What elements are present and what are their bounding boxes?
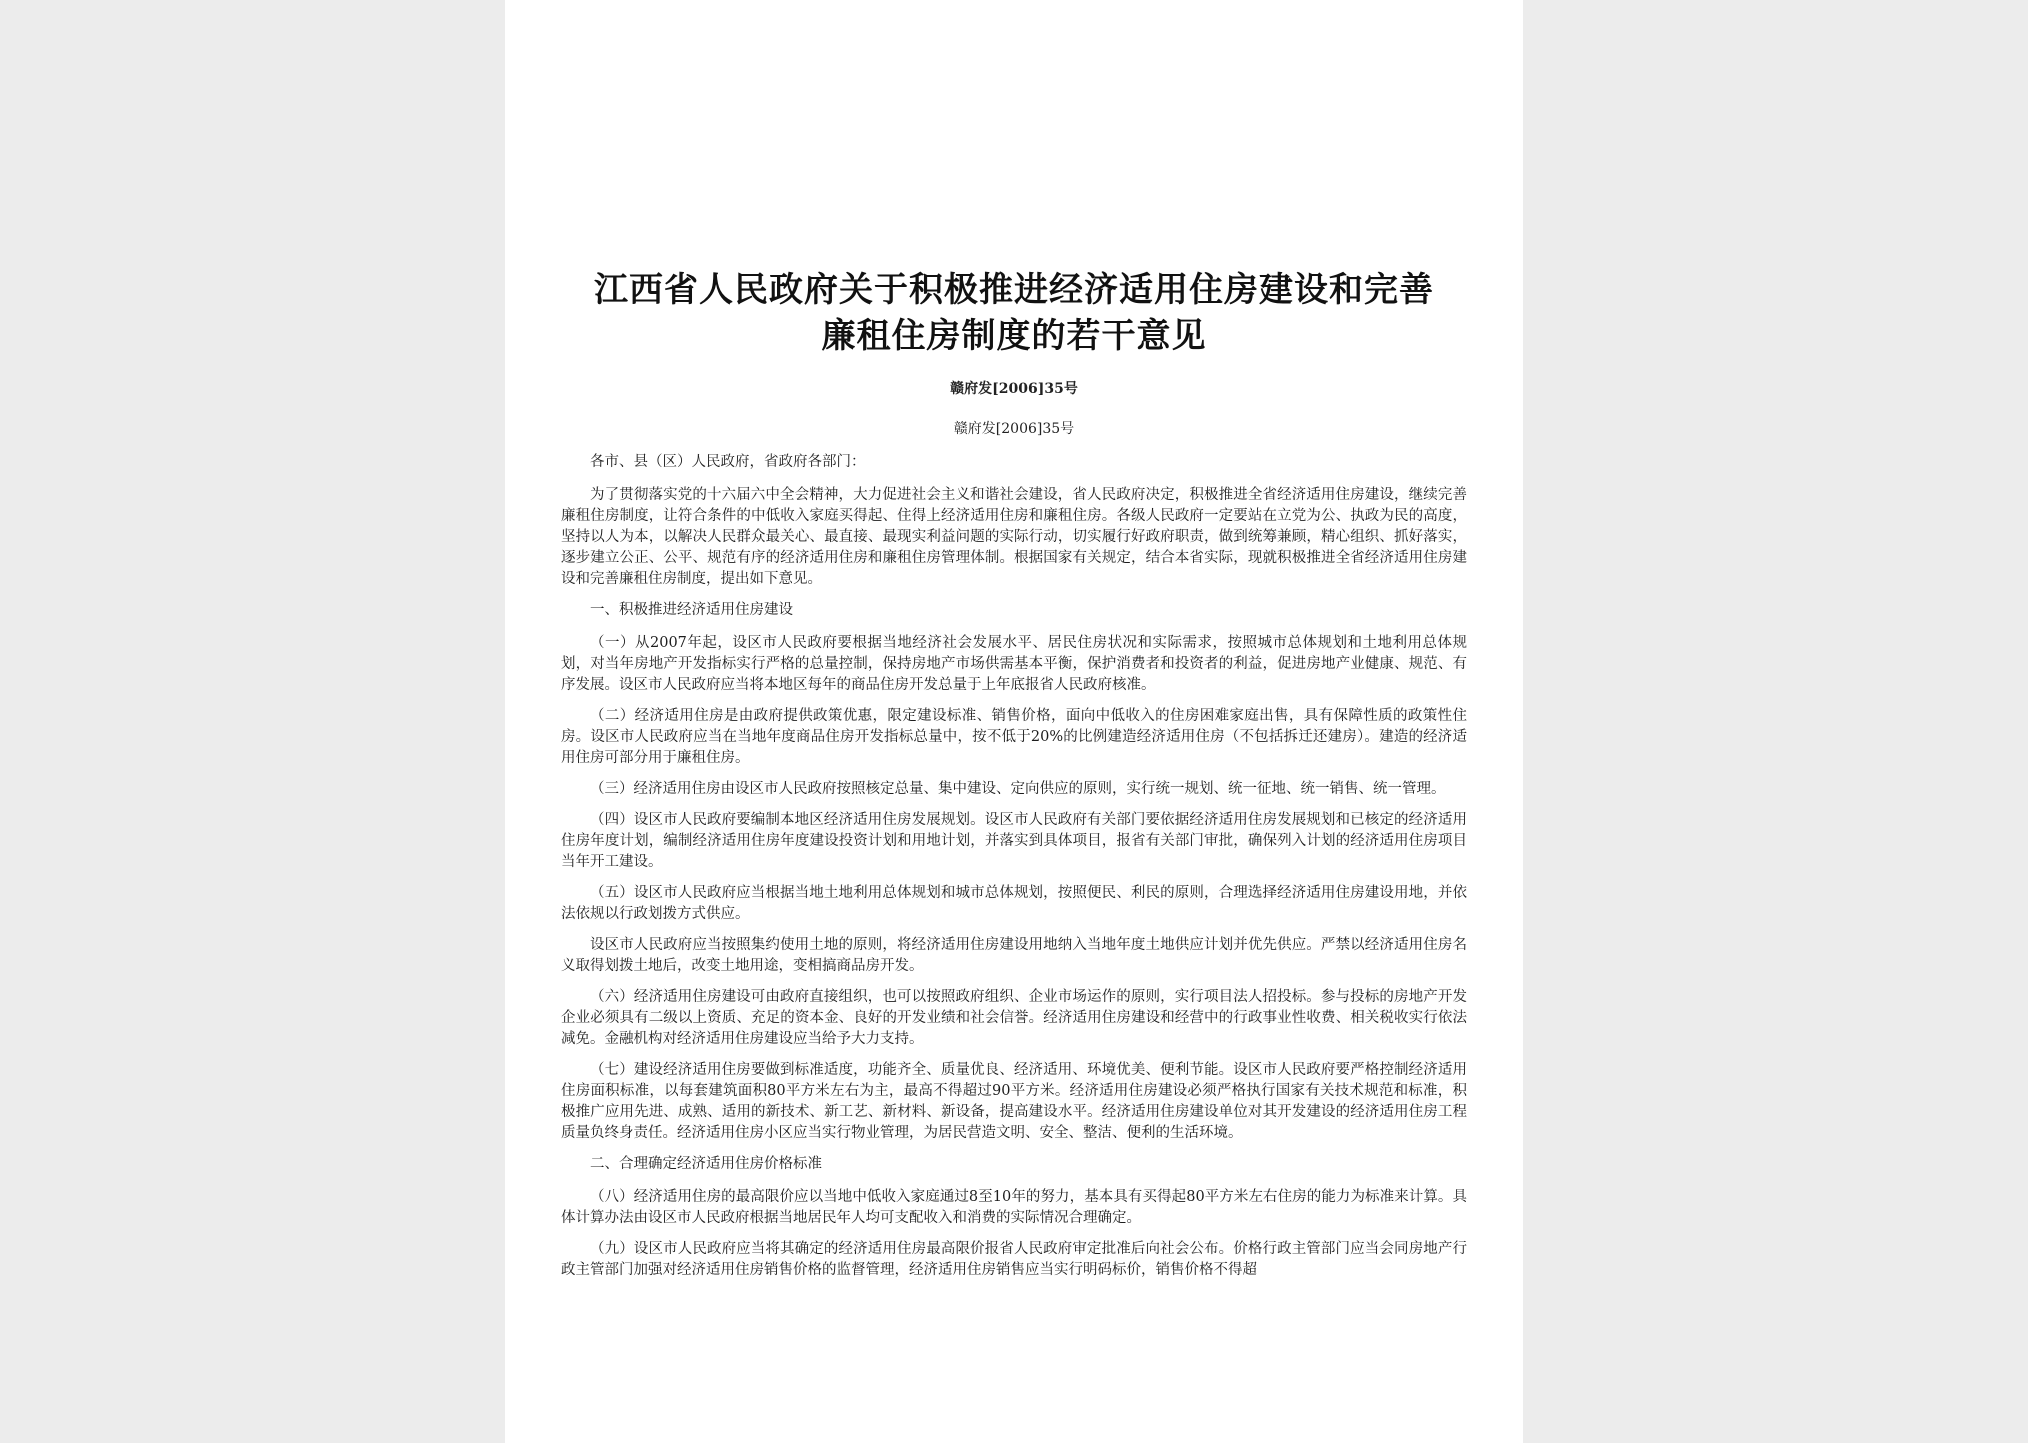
paragraph: （八）经济适用住房的最高限价应以当地中低收入家庭通过8至10年的努力，基本具有买得起80平方米左右住房的能力为标准来计算。具体计算办法由设区市人民政府根据当地居民年人均可支配收入和消费的实际情况合理确定。: [561, 1189, 1467, 1226]
salutation: 各市、县（区）人民政府，省政府各部门：: [590, 454, 866, 470]
document-body: [561, 452, 1467, 1291]
paragraph: 为了贯彻落实党的十六届六中全会精神，大力促进社会主义和谐社会建设，省人民政府决定，积极推进全省经济适用住房建设，继续完善廉租住房制度，让符合条件的中低收入家庭买得起、住得上经济适用住房和廉租住房。各级人民政府一定要站在立党为公、执政为民的高度，坚持以人为本，以解决人民群众最关心、最直接、最现实利益问题的实际行动，切实履行好政府职责，做到统筹兼顾，精心组织、抓好落实，逐步建立公正、公平、规范有序的经济适用住房和廉租住房管理体制。根据国家有关规定，结合本省实际，现就积极推进全省经济适用住房建设和完善廉租住房制度，提出如下意见。: [561, 487, 1467, 587]
document-number: 赣府发[2006]35号: [953, 421, 1075, 437]
paragraph: （一）从2007年起，设区市人民政府要根据当地经济社会发展水平、居民住房状况和实际需求，按照城市总体规划和土地利用总体规划，对当年房地产开发指标实行严格的总量控制，保持房地产市场供需基本平衡，保护消费者和投资者的利益，促进房地产业健康、规范、有序发展。设区市人民政府应当将本地区每年的商品住房开发总量于上年底报省人民政府核准。: [561, 635, 1467, 693]
document-title-line1: 江西省人民政府关于积极推进经济适用住房建设和完善: [594, 270, 1434, 310]
paragraph: （六）经济适用住房建设可由政府直接组织，也可以按照政府组织、企业市场运作的原则，实行项目法人招投标。参与投标的房地产开发企业必须具有二级以上资质、充足的资本金、良好的开发业绩和社会信誉。经济适用住房建设和经营中的行政事业性收费、相关税收实行依法减免。金融机构对经济适用住房建设应当给予大力支持。: [561, 989, 1467, 1047]
section-heading: 一、积极推进经济适用住房建设: [590, 602, 793, 618]
paragraph: （二）经济适用住房是由政府提供政策优惠，限定建设标准、销售价格，面向中低收入的住房困难家庭出售，具有保障性质的政策性住房。设区市人民政府应当在当地年度商品住房开发指标总量中，按不低于20%的比例建造经济适用住房（不包括拆迁还建房）。建造的经济适用住房可部分用于廉租住房。: [561, 708, 1467, 766]
paragraph: 设区市人民政府应当按照集约使用土地的原则，将经济适用住房建设用地纳入当地年度土地供应计划并优先供应。严禁以经济适用住房名义取得划拨土地后，改变土地用途，变相搞商品房开发。: [561, 937, 1467, 974]
paragraph: （五）设区市人民政府应当根据当地土地利用总体规划和城市总体规划，按照便民、利民的原则，合理选择经济适用住房建设用地，并依法依规以行政划拨方式供应。: [561, 885, 1467, 922]
paragraph: （三）经济适用住房由设区市人民政府按照核定总量、集中建设、定向供应的原则，实行统一规划、统一征地、统一销售、统一管理。: [590, 781, 1446, 797]
document-number-bold: 赣府发[2006]35号: [950, 381, 1078, 397]
section-heading: 二、合理确定经济适用住房价格标准: [590, 1156, 822, 1172]
document-title-line2: 廉租住房制度的若干意见: [821, 316, 1207, 356]
document-page: [505, 0, 1523, 1443]
paragraph: （九）设区市人民政府应当将其确定的经济适用住房最高限价报省人民政府审定批准后向社会公布。价格行政主管部门应当会同房地产行政主管部门加强对经济适用住房销售价格的监督管理，经济适用住房销售应当实行明码标价，销售价格不得超: [561, 1241, 1467, 1278]
paragraph: （四）设区市人民政府要编制本地区经济适用住房发展规划。设区市人民政府有关部门要依据经济适用住房发展规划和已核定的经济适用住房年度计划，编制经济适用住房年度建设投资计划和用地计划，并落实到具体项目，报省有关部门审批，确保列入计划的经济适用住房项目当年开工建设。: [561, 812, 1467, 870]
paragraph: （七）建设经济适用住房要做到标准适度，功能齐全、质量优良、经济适用、环境优美、便利节能。设区市人民政府要严格控制经济适用住房面积标准，以每套建筑面积80平方米左右为主，最高不得超过90平方米。经济适用住房建设必须严格执行国家有关技术规范和标准，积极推广应用先进、成熟、适用的新技术、新工艺、新材料、新设备，提高建设水平。经济适用住房建设单位对其开发建设的经济适用住房工程质量负终身责任。经济适用住房小区应当实行物业管理，为居民营造文明、安全、整洁、便利的生活环境。: [561, 1062, 1467, 1141]
